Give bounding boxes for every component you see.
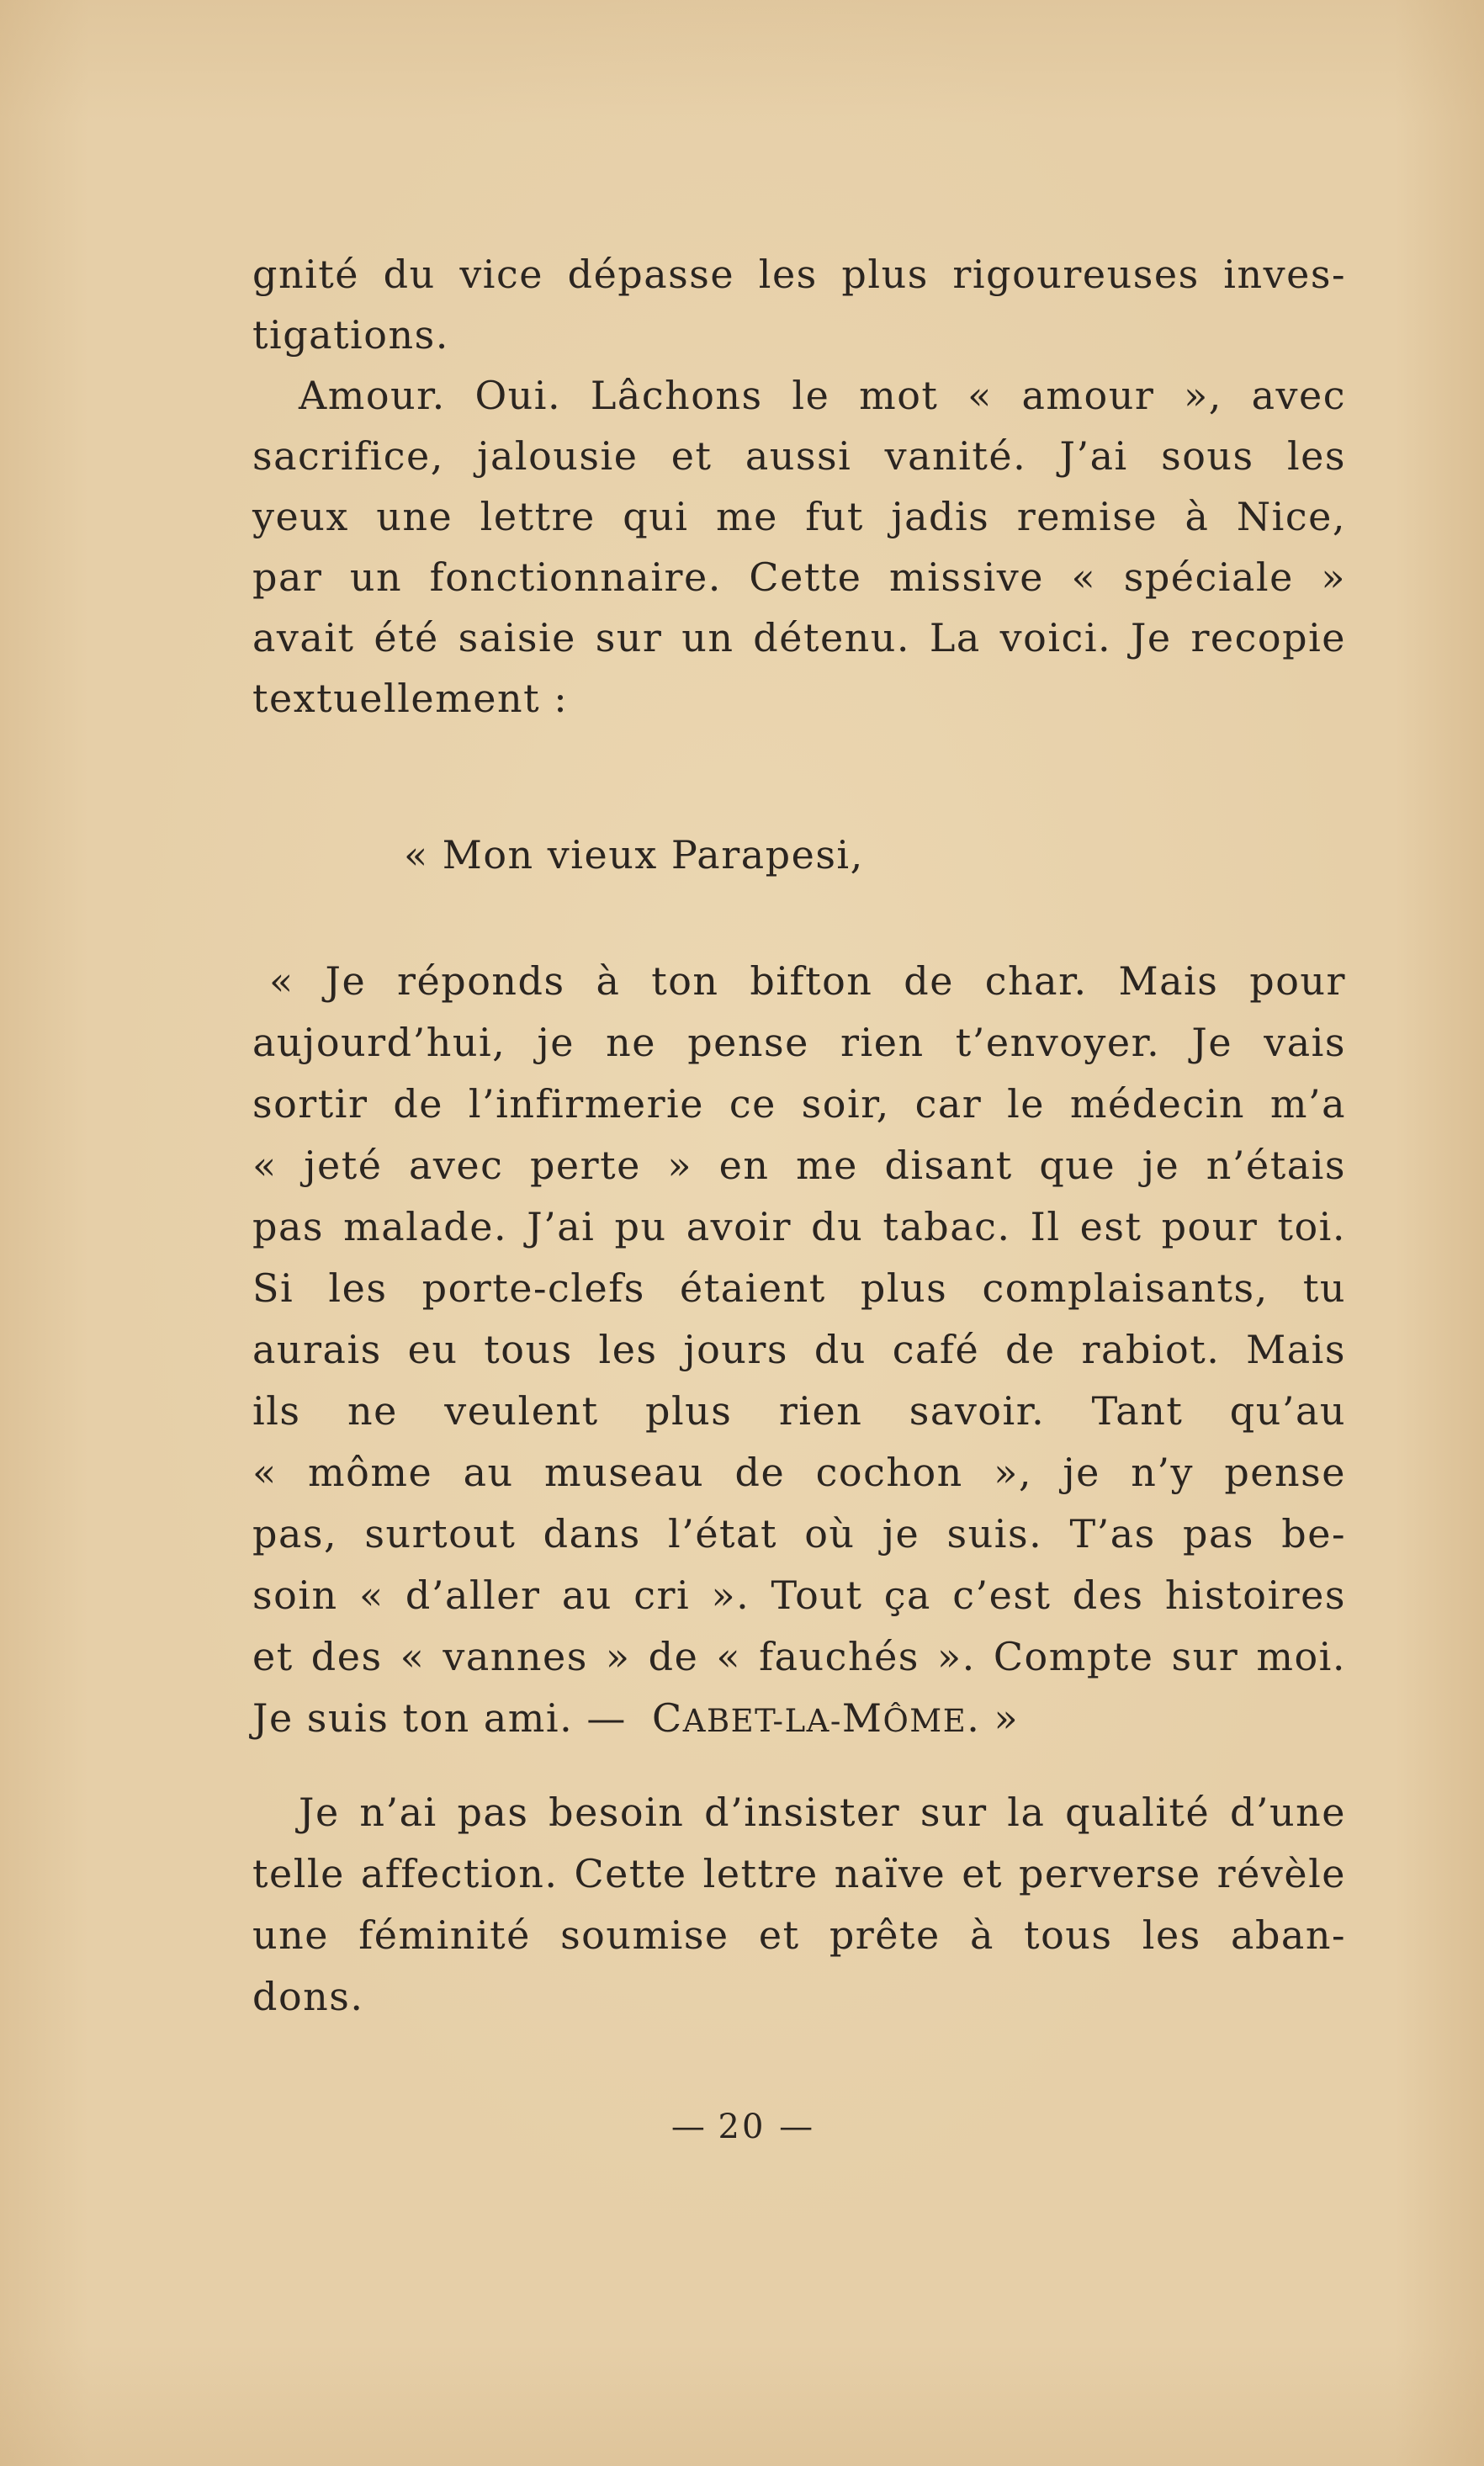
text-line: tigations. bbox=[252, 312, 449, 358]
text-line: Si les porte-clefs étaient plus complaisants, tu bbox=[252, 1265, 1346, 1311]
text-line: par un fonctionnaire. Cette missive « spéciale » bbox=[252, 554, 1346, 600]
text-line: pas malade. J’ai pu avoir du tabac. Il est pour toi. bbox=[252, 1204, 1346, 1249]
letter-salutation: « Mon vieux Parapesi, bbox=[404, 832, 864, 878]
text-line: sacrifice, jalousie et aussi vanité. J’ai sous les bbox=[252, 433, 1346, 479]
text-line: une féminité soumise et prête à tous les aban- bbox=[252, 1912, 1346, 1958]
text-line: Amour. Oui. Lâchons le mot « amour », avec bbox=[299, 373, 1346, 418]
text-line: « Je réponds à ton bifton de char. Mais pour bbox=[269, 958, 1346, 1004]
text-line: pas, surtout dans l’état où je suis. T’as pas be- bbox=[252, 1511, 1346, 1556]
letter-signature-line bbox=[252, 1688, 1019, 1748]
text-line: sortir de l’infirmerie ce soir, car le médecin m’a bbox=[252, 1081, 1346, 1127]
folio-dash-right: — bbox=[779, 2108, 814, 2146]
signature-name: CABET-LA-MÔME bbox=[652, 1695, 967, 1741]
text-line: « jeté avec perte » en me disant que je n’étais bbox=[252, 1143, 1346, 1188]
text-line: textuellement : bbox=[252, 676, 569, 721]
text-line: Je n’ai pas besoin d’insister sur la qualité d’une bbox=[299, 1790, 1346, 1835]
page-number bbox=[0, 2108, 1484, 2146]
folio-dash-left: — bbox=[670, 2108, 705, 2146]
text-line: et des « vannes » de « fauchés ». Compte sur moi. bbox=[252, 1634, 1346, 1679]
text-line: gnité du vice dépasse les plus rigoureuses inves- bbox=[252, 252, 1346, 297]
text-line: yeux une lettre qui me fut jadis remise à Nice, bbox=[252, 494, 1346, 539]
text-line: « môme au museau de cochon », je n’y pense bbox=[252, 1450, 1346, 1495]
text-line: soin « d’aller au cri ». Tout ça c’est des histoires bbox=[252, 1572, 1346, 1618]
signature-lead: Je suis ton ami. — bbox=[252, 1695, 627, 1741]
page-number-value: 20 bbox=[718, 2108, 766, 2146]
text-line: telle affection. Cette lettre naïve et perverse révèle bbox=[252, 1851, 1346, 1896]
text-line: dons. bbox=[252, 1974, 364, 2019]
text-line: ils ne veulent plus rien savoir. Tant qu’au bbox=[252, 1388, 1346, 1434]
text-line: avait été saisie sur un détenu. La voici. Je recopie bbox=[252, 615, 1346, 660]
text-line: aurais eu tous les jours du café de rabiot. Mais bbox=[252, 1327, 1346, 1372]
signature-closing: . » bbox=[967, 1695, 1020, 1741]
text-line: aujourd’hui, je ne pense rien t’envoyer. Je vais bbox=[252, 1020, 1346, 1065]
